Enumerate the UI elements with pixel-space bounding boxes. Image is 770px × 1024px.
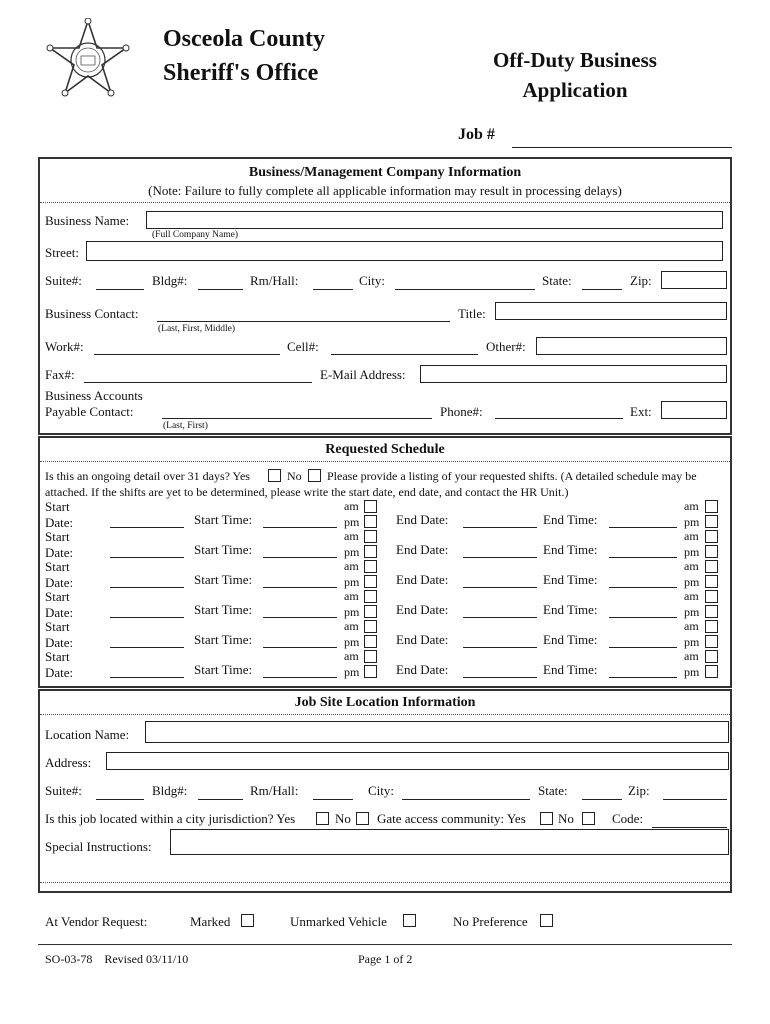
form-id: SO-03-78 Revised 03/11/10: [45, 952, 189, 966]
row-2-end-date-field[interactable]: [463, 557, 537, 558]
marked-checkbox[interactable]: [241, 914, 254, 927]
row-3-start-label: Start: [45, 559, 70, 574]
site-city-field[interactable]: [402, 799, 530, 800]
row-5-end-date-label: End Date:: [396, 632, 449, 647]
row-6-end-date-field[interactable]: [463, 677, 537, 678]
row-1-start-time-label: Start Time:: [194, 512, 253, 527]
row-6-start-label: Start: [45, 649, 70, 664]
row-4-end-date-field[interactable]: [463, 617, 537, 618]
business-name-input[interactable]: [146, 211, 723, 229]
row-2-end-time-label: End Time:: [543, 542, 598, 557]
site-rmhall-label: Rm/Hall:: [250, 783, 299, 798]
special-instructions-label: Special Instructions:: [45, 839, 152, 854]
org-name-line1: Osceola County: [163, 26, 325, 52]
row-5-start-am-label: am: [344, 619, 359, 633]
site-rmhall-field[interactable]: [313, 799, 353, 800]
row-4-start-am-label: am: [344, 589, 359, 603]
row-4-end-am-label: am: [684, 589, 699, 603]
row-3-start-am-label: am: [344, 559, 359, 573]
row-2-start-pm-label: pm: [344, 545, 360, 559]
fax-field[interactable]: [84, 382, 312, 383]
form-title-line1: Off-Duty Business: [493, 48, 657, 72]
bldg-field[interactable]: [198, 289, 243, 290]
row-4-end-time-label: End Time:: [543, 602, 598, 617]
row-5-end-pm-label: pm: [684, 635, 700, 649]
form-title-line2: Application: [522, 78, 628, 102]
unmarked-checkbox[interactable]: [403, 914, 416, 927]
footer-rule: [38, 944, 732, 947]
row-4-start-pm-checkbox[interactable]: [364, 605, 377, 618]
row-6-start-time-field[interactable]: [263, 677, 337, 678]
row-3-end-pm-label: pm: [684, 575, 700, 589]
other-phone-label: Other#:: [486, 339, 526, 354]
business-contact-label: Business Contact:: [45, 306, 139, 321]
ext-input[interactable]: [661, 401, 727, 419]
business-note: (Note: Failure to fully complete all applicable information may result in processing delays): [148, 183, 622, 198]
row-2-end-time-field[interactable]: [609, 557, 677, 558]
ext-label: Ext:: [630, 404, 652, 419]
gate-no-label: No: [558, 811, 574, 826]
row-3-end-time-field[interactable]: [609, 587, 677, 588]
row-6-start-time-label: Start Time:: [194, 662, 253, 677]
row-2-start-time-field[interactable]: [263, 557, 337, 558]
row-2-end-date-label: End Date:: [396, 542, 449, 557]
zip-input[interactable]: [661, 271, 727, 289]
row-4-start-time-label: Start Time:: [194, 602, 253, 617]
site-state-label: State:: [538, 783, 568, 798]
row-4-start-time-field[interactable]: [263, 617, 337, 618]
row-2-start-pm-checkbox[interactable]: [364, 545, 377, 558]
row-3-end-am-label: am: [684, 559, 699, 573]
row-1-end-pm-checkbox[interactable]: [705, 515, 718, 528]
ongoing-no-label: No: [287, 469, 302, 483]
ap-contact-field[interactable]: [162, 418, 432, 419]
work-phone-field[interactable]: [94, 354, 280, 355]
street-input[interactable]: [86, 241, 723, 261]
row-4-end-am-checkbox[interactable]: [705, 590, 718, 603]
site-zip-label: Zip:: [628, 783, 650, 798]
row-3-start-pm-label: pm: [344, 575, 360, 589]
row-4-start-label: Start: [45, 589, 70, 604]
row-6-start-date-field[interactable]: [110, 677, 184, 678]
row-1-start-pm-checkbox[interactable]: [364, 515, 377, 528]
row-5-start-label: Start: [45, 619, 70, 634]
fax-label: Fax#:: [45, 367, 75, 382]
marked-label: Marked: [190, 914, 231, 929]
site-bldg-field[interactable]: [198, 799, 243, 800]
row-4-end-pm-label: pm: [684, 605, 700, 619]
gate-code-field[interactable]: [652, 827, 727, 828]
row-4-start-pm-label: pm: [344, 605, 360, 619]
row-2-start-am-checkbox[interactable]: [364, 530, 377, 543]
bldg-label: Bldg#:: [152, 273, 188, 288]
row-1-end-pm-label: pm: [684, 515, 700, 529]
row-2-start-time-label: Start Time:: [194, 542, 253, 557]
state-label: State:: [542, 273, 572, 288]
row-5-end-time-field[interactable]: [609, 647, 677, 648]
no-preference-checkbox[interactable]: [540, 914, 553, 927]
email-label: E-Mail Address:: [320, 367, 406, 382]
row-6-end-pm-label: pm: [684, 665, 700, 679]
jurisdiction-yes-checkbox[interactable]: [316, 812, 329, 825]
site-state-field[interactable]: [582, 799, 622, 800]
row-3-start-date-field[interactable]: [110, 587, 184, 588]
ap-contact-label-line2: Payable Contact:: [45, 404, 134, 419]
job-number-label: Job #: [458, 126, 495, 143]
row-3-end-am-checkbox[interactable]: [705, 560, 718, 573]
row-1-start-am-checkbox[interactable]: [364, 500, 377, 513]
unmarked-label: Unmarked Vehicle: [290, 914, 387, 929]
row-5-start-time-field[interactable]: [263, 647, 337, 648]
business-contact-field[interactable]: [157, 321, 450, 322]
page-number: Page 1 of 2: [358, 952, 413, 966]
gate-access-question: Gate access community: Yes: [377, 811, 526, 826]
row-1-start-label: Start: [45, 499, 70, 514]
row-3-start-time-field[interactable]: [263, 587, 337, 588]
row-4-date-label: Date:: [45, 605, 74, 620]
row-2-start-am-label: am: [344, 529, 359, 543]
no-preference-label: No Preference: [453, 914, 528, 929]
row-6-start-am-checkbox[interactable]: [364, 650, 377, 663]
row-1-start-pm-label: pm: [344, 515, 360, 529]
business-section-heading: Business/Management Company Information: [248, 165, 522, 180]
row-5-start-am-checkbox[interactable]: [364, 620, 377, 633]
ap-phone-field[interactable]: [495, 418, 623, 419]
row-5-end-am-label: am: [684, 619, 699, 633]
ongoing-no-checkbox[interactable]: [308, 469, 321, 482]
rmhall-field[interactable]: [313, 289, 353, 290]
row-4-start-date-field[interactable]: [110, 617, 184, 618]
address-input[interactable]: [106, 752, 729, 770]
location-name-input[interactable]: [145, 721, 729, 743]
row-3-start-am-checkbox[interactable]: [364, 560, 377, 573]
title-label: Title:: [458, 306, 486, 321]
work-phone-label: Work#:: [45, 339, 84, 354]
jobsite-section-heading: Job Site Location Information: [294, 695, 476, 710]
other-phone-input[interactable]: [536, 337, 727, 355]
org-name-line2: Sheriff's Office: [163, 60, 319, 86]
row-2-end-am-label: am: [684, 529, 699, 543]
row-4-end-date-label: End Date:: [396, 602, 449, 617]
street-label: Street:: [45, 245, 79, 260]
cell-phone-label: Cell#:: [287, 339, 319, 354]
row-6-end-time-label: End Time:: [543, 662, 598, 677]
row-3-date-label: Date:: [45, 575, 74, 590]
ap-contact-label-line1: Business Accounts: [45, 388, 143, 403]
row-3-end-time-label: End Time:: [543, 572, 598, 587]
site-suite-label: Suite#:: [45, 783, 82, 798]
address-label: Address:: [45, 755, 92, 770]
site-bldg-label: Bldg#:: [152, 783, 188, 798]
row-5-start-pm-checkbox[interactable]: [364, 635, 377, 648]
row-5-end-date-field[interactable]: [463, 647, 537, 648]
row-1-end-time-label: End Time:: [543, 512, 598, 527]
row-2-date-label: Date:: [45, 545, 74, 560]
row-5-start-date-field[interactable]: [110, 647, 184, 648]
business-name-hint: (Full Company Name): [152, 230, 239, 240]
divider: [40, 882, 730, 883]
row-5-end-pm-checkbox[interactable]: [705, 635, 718, 648]
jurisdiction-no-checkbox[interactable]: [356, 812, 369, 825]
ongoing-instructions-line2: attached. If the shifts are yet to be determined, please write the start date, end date, and contact the HR Unit.): [45, 485, 569, 499]
divider: [40, 461, 730, 462]
row-2-end-pm-checkbox[interactable]: [705, 545, 718, 558]
row-5-start-time-label: Start Time:: [194, 632, 253, 647]
row-6-date-label: Date:: [45, 665, 74, 680]
row-1-date-label: Date:: [45, 515, 74, 530]
rmhall-label: Rm/Hall:: [250, 273, 299, 288]
row-3-start-time-label: Start Time:: [194, 572, 253, 587]
row-4-end-time-field[interactable]: [609, 617, 677, 618]
location-name-label: Location Name:: [45, 727, 130, 742]
row-5-end-time-label: End Time:: [543, 632, 598, 647]
row-3-start-pm-checkbox[interactable]: [364, 575, 377, 588]
city-field[interactable]: [395, 289, 535, 290]
row-6-end-am-checkbox[interactable]: [705, 650, 718, 663]
zip-label: Zip:: [630, 273, 652, 288]
row-6-start-pm-label: pm: [344, 665, 360, 679]
row-2-start-label: Start: [45, 529, 70, 544]
row-1-start-time-field[interactable]: [263, 527, 337, 528]
row-1-end-date-label: End Date:: [396, 512, 449, 527]
cell-phone-field[interactable]: [331, 354, 478, 355]
business-contact-hint: (Last, First, Middle): [158, 324, 236, 334]
suite-label: Suite#:: [45, 273, 82, 288]
row-6-start-am-label: am: [344, 649, 359, 663]
jurisdiction-question: Is this job located within a city jurisdiction? Yes: [45, 811, 296, 826]
row-5-start-pm-label: pm: [344, 635, 360, 649]
ongoing-instructions: Please provide a listing of your requested shifts. (A detailed schedule may be: [327, 469, 697, 483]
row-5-date-label: Date:: [45, 635, 74, 650]
state-field[interactable]: [582, 289, 622, 290]
divider: [40, 714, 730, 715]
sheriff-star-badge-icon: [46, 18, 130, 102]
row-2-start-date-field[interactable]: [110, 557, 184, 558]
ap-phone-label: Phone#:: [440, 404, 483, 419]
row-6-end-date-label: End Date:: [396, 662, 449, 677]
vendor-request-label: At Vendor Request:: [45, 914, 148, 929]
ongoing-yes-checkbox[interactable]: [268, 469, 281, 482]
row-1-end-am-label: am: [684, 499, 699, 513]
gate-code-label: Code:: [612, 811, 644, 826]
ongoing-question: Is this an ongoing detail over 31 days? Yes: [45, 469, 250, 483]
row-1-end-am-checkbox[interactable]: [705, 500, 718, 513]
row-1-end-date-field[interactable]: [463, 527, 537, 528]
business-name-label: Business Name:: [45, 213, 130, 228]
row-6-start-pm-checkbox[interactable]: [364, 665, 377, 678]
special-instructions-input[interactable]: [170, 829, 729, 855]
suite-field[interactable]: [96, 289, 144, 290]
row-3-end-date-field[interactable]: [463, 587, 537, 588]
row-4-start-am-checkbox[interactable]: [364, 590, 377, 603]
row-2-end-am-checkbox[interactable]: [705, 530, 718, 543]
row-6-end-am-label: am: [684, 649, 699, 663]
schedule-section-heading: Requested Schedule: [325, 442, 445, 457]
row-1-start-am-label: am: [344, 499, 359, 513]
gate-no-checkbox[interactable]: [582, 812, 595, 825]
row-1-end-time-field[interactable]: [609, 527, 677, 528]
job-number-field[interactable]: [512, 147, 732, 148]
gate-yes-checkbox[interactable]: [540, 812, 553, 825]
email-input[interactable]: [420, 365, 727, 383]
row-5-end-am-checkbox[interactable]: [705, 620, 718, 633]
title-input[interactable]: [495, 302, 727, 320]
site-zip-field[interactable]: [663, 799, 727, 800]
row-6-end-time-field[interactable]: [609, 677, 677, 678]
city-label: City:: [359, 273, 386, 288]
divider: [40, 202, 730, 203]
jurisdiction-no-label: No: [335, 811, 351, 826]
row-4-end-pm-checkbox[interactable]: [705, 605, 718, 618]
row-2-end-pm-label: pm: [684, 545, 700, 559]
site-suite-field[interactable]: [96, 799, 144, 800]
row-1-start-date-field[interactable]: [110, 527, 184, 528]
row-3-end-date-label: End Date:: [396, 572, 449, 587]
site-city-label: City:: [368, 783, 395, 798]
ap-contact-hint: (Last, First): [163, 421, 208, 431]
row-3-end-pm-checkbox[interactable]: [705, 575, 718, 588]
row-6-end-pm-checkbox[interactable]: [705, 665, 718, 678]
